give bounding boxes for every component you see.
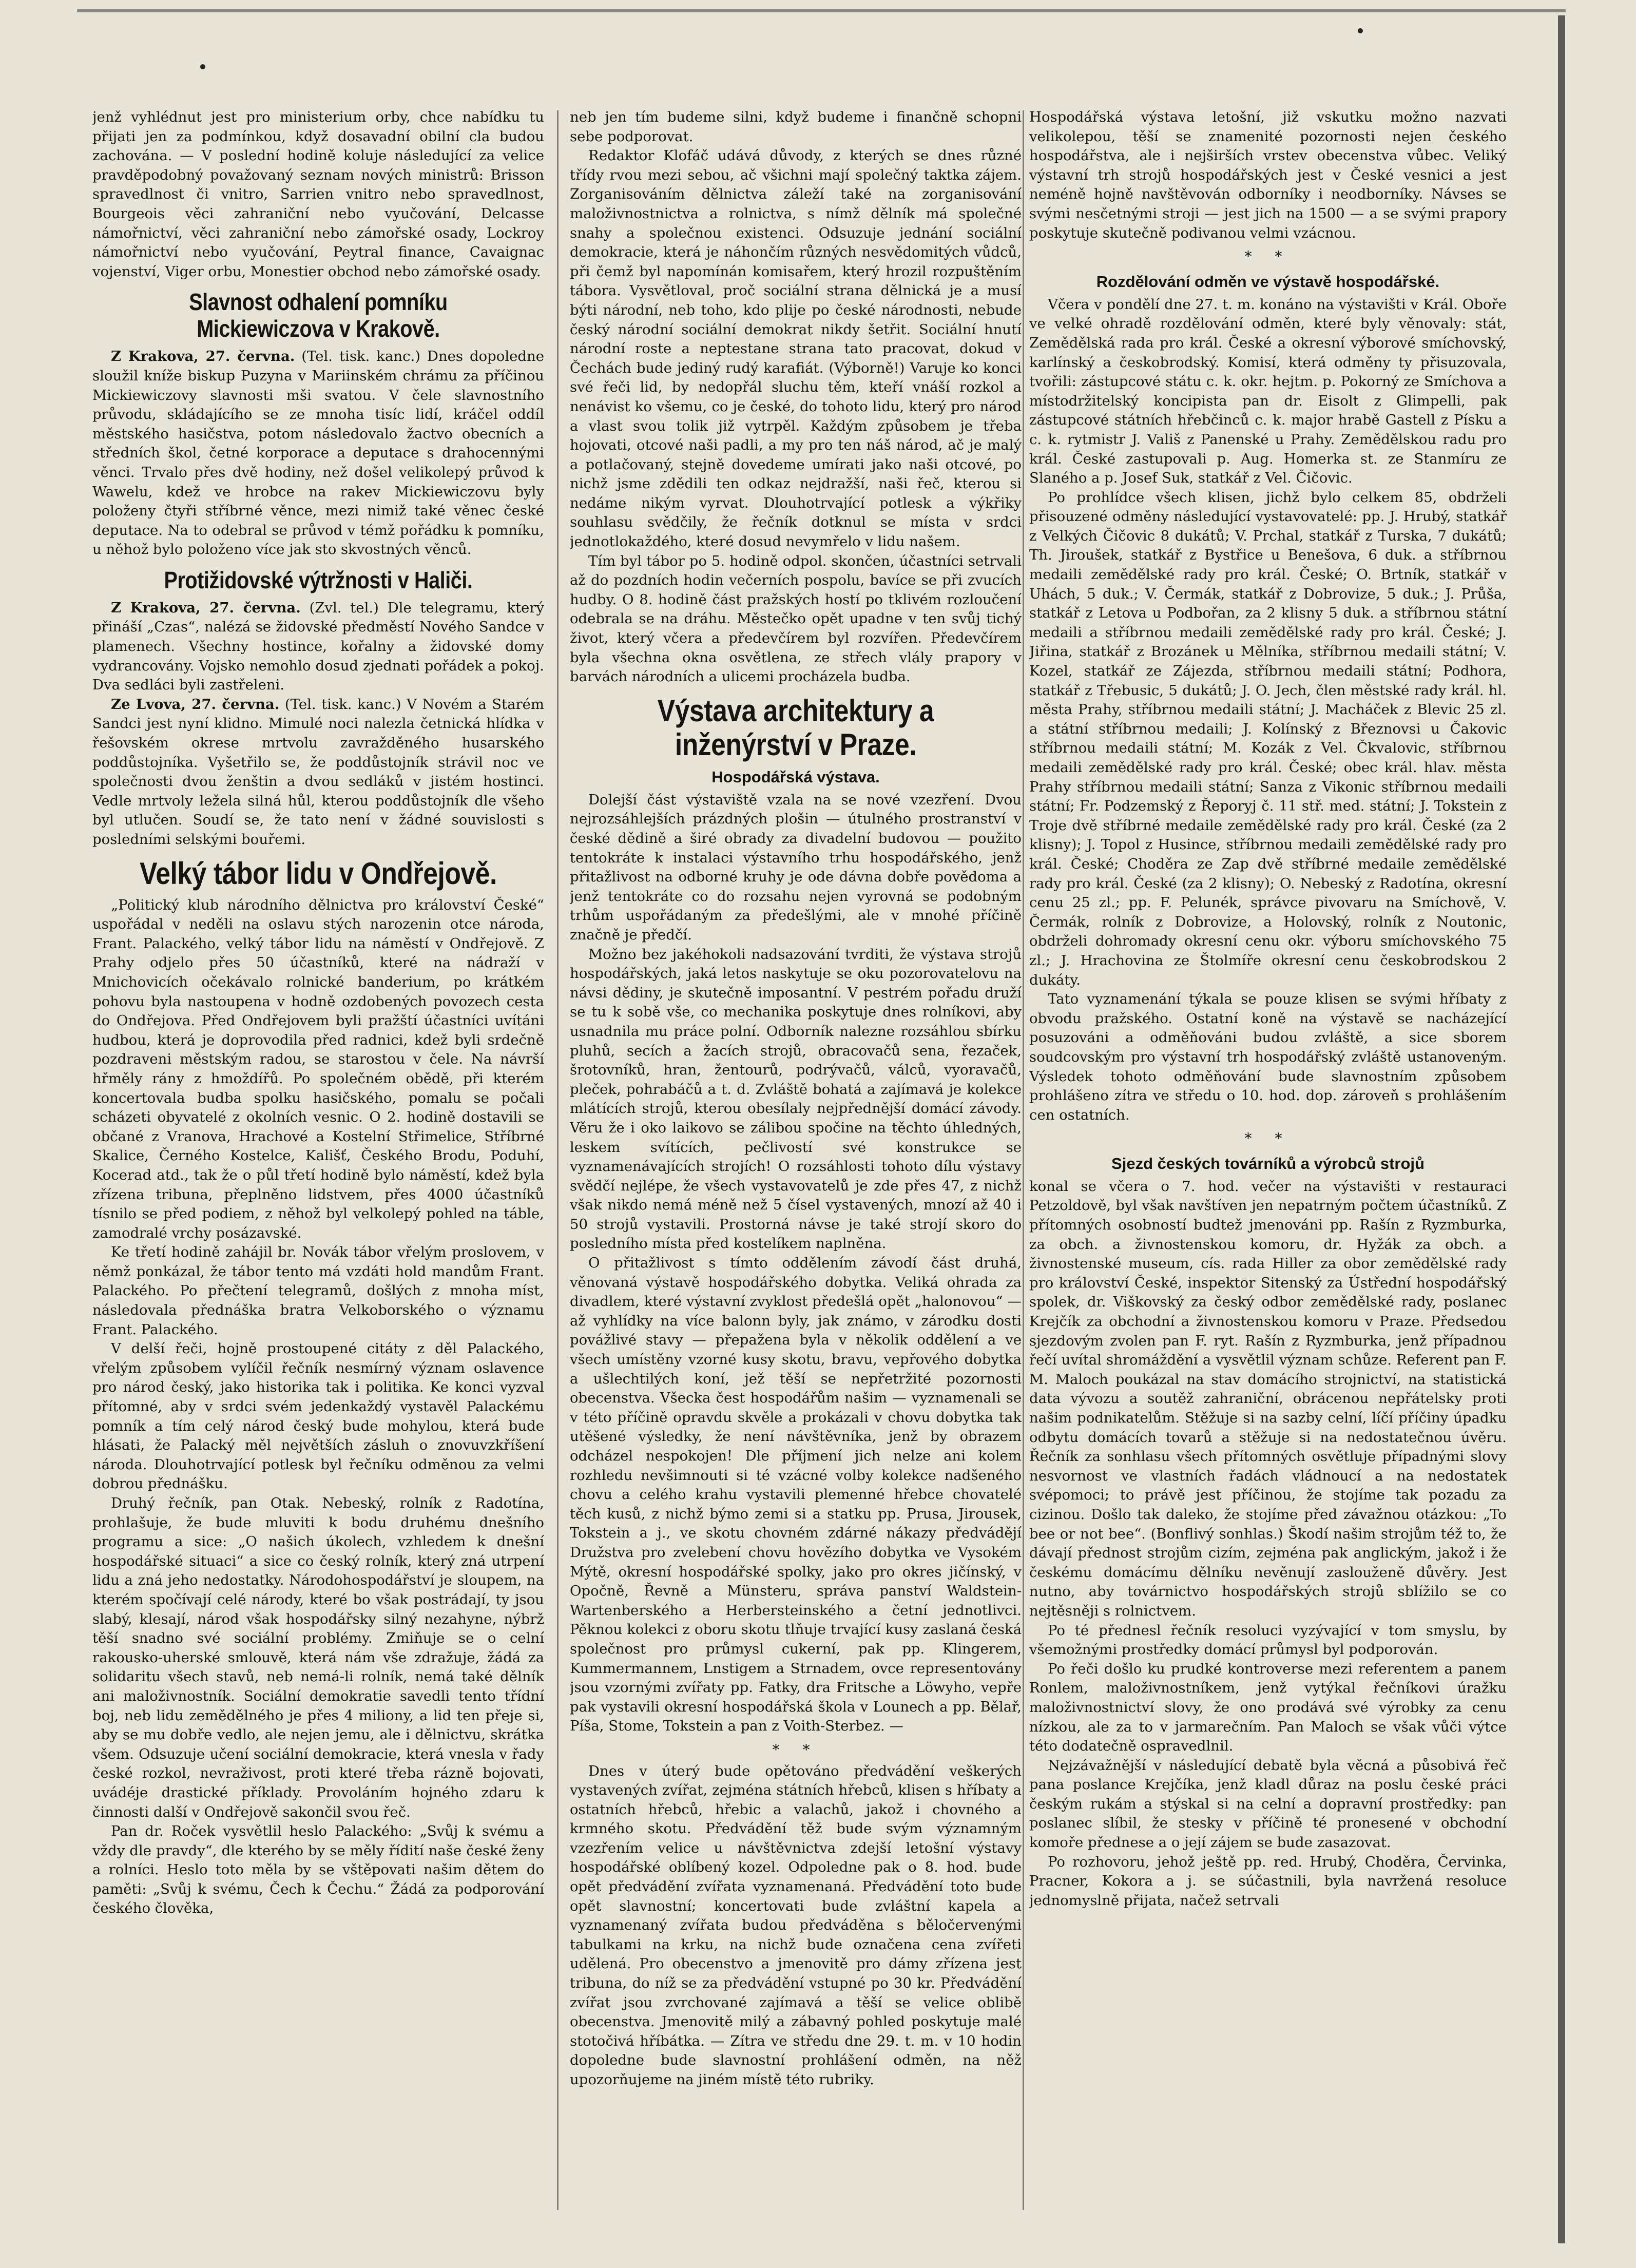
article-paragraph (92, 599, 544, 695)
headline-mickiewicz: Slavnost odhalení pomníku Mickiewiczova v Krakově. (189, 289, 448, 342)
column-rule (557, 110, 559, 2210)
article-paragraph: Po rozhovoru, jehož ještě pp. red. Hrubý, Choděra, Červinka, Pracner, Kokora a j. se súčastnili, byla navržená resoluce jednomyslně přijata, načež setrvali (1029, 1853, 1507, 1909)
paragraph-text: (Zvl. tel.) Dle telegramu, který přináší „Czas“, nalézá se židovské předměstí Nového Sandce v plamenech. Všechny hostince, kořalny a židovské domy vydrancovány. Vojsko nemohlo dosud zjednati pořádek a pokoj. Dva sedláci byli zastřeleni. (92, 599, 544, 694)
headline-ondrejov: Velký tábor lidu v Ondřejově. (140, 856, 497, 891)
section-divider: * * (1244, 1130, 1292, 1147)
article-paragraph: Včera v pondělí dne 27. t. m. konáno na výstavišti v Král. Oboře ve velké ohradě rozdělování odměn, které byly věnovaly: stát, Zemědělská rada pro král. České a okresní výborové smíchovský, karlínský a českobrodský. Komisí, která odměny ty přisuzovala, tvořili: zástupcové státu c. k. okr. hejtm. p. Pokorný ze Smíchova a místodržitelský koncipista pan dr. Eisolt z Glimpelli, pak zástupcové státních hřebčinců c. k. major hrabě Gastell z Písku a c. k. rytmistr J. Vališ z Panenské u Prahy. Zemědělskou radu pro král. České zastupovali p. Aug. Homerka st. ze Stanmíru ze Slaného a p. Josef Suk, statkář z Vel. Čičovic. (1029, 296, 1507, 487)
dateline: Z Krakova, 27. června. (111, 599, 301, 616)
column-1 (92, 108, 544, 2233)
ink-speck (1358, 28, 1363, 33)
paragraph-text: (Tel. tisk. kanc.) V Novém a Starém Sandci jest nyní klidno. Mimulé noci nalezla četnická hlídka v řešovském okrese mrtvolu zavražděného husarského poddůstojníka. Vyšetřilo se, že poddůstojník strávil noc ve společnosti dvou ženštin a dvou sedláků v jistém hostinci. Vedle mrtvoly ležela silná hůl, kterou poddůstojník dle všeho byl utlučen. Soudí se, že tato není v žádné souvislosti s posledními selskými bouřemi. (92, 696, 544, 848)
article-paragraph: jenž vyhlédnut jest pro ministerium orby, chce nabídku tu přijati jen za podmínkou, když dosavadní obilní cla budou zachována. — V poslední hodině koluje následující za velice pravděpodobný považovaný seznam nových ministrů: Brisson spravedlnost či vnitro, Sarrien vnitro nebo spravedlnost, Bourgeois věci zahraniční nebo vyučování, Delcasse námořnictví, věci zahraniční nebo zámořské osady, Lockroy námořnictví nebo vyučování, Peytral finance, Cavaignac vojenství, Viger orbu, Monestier obchod nebo zámořské osady. (92, 109, 544, 280)
subhead-hospodarska: Hospodářská výstava. (711, 767, 880, 786)
binding-edge (1558, 15, 1565, 2243)
article-paragraph: Po řeči došlo ku prudké kontroverse mezi referentem a panem Ronlem, maloživnostníkem, jenž vytýkal řečníkovi úražku maloživnostnictví slovy, že ono prodává své výrobky za cenu nízkou, ale za to v jarmarečním. Pan Maloch se však vůči výtce této dodatečně ospravedlnil. (1029, 1660, 1507, 1755)
article-paragraph: neb jen tím budeme silni, když budeme i finančně schopni sebe podporovat. (570, 109, 1022, 145)
article-paragraph: Tím byl tábor po 5. hodině odpol. skončen, účastníci setrvali až do pozdních hodin večerních pospolu, bavíce se při zvucích hudby. O 8. hodině část pražských hostí po tklivém rozloučení odebrala se na dráhu. Městečko opět upadne v ten svůj tichý život, který včera a předevčírem byl rozvířen. Předevčírem byla všechna okna osvětlena, ze střech vlály prapory v barvách národních a ulicemi procházela budba. (570, 552, 1022, 685)
article-paragraph (92, 695, 544, 850)
article-paragraph: Dnes v úterý bude opětováno předvádění veškerých vystavených zvířat, zejména státních hřebců, klisen s hříbaty a ostatních hřebců, hřebic a valachů, jakož i chovného a krmného skotu. Předvádění těž bude svým významným vzezřením velice u návštěvnictva zdejší letošní výstavy hospodářské oblíbený kozel. Odpoledne pak o 8. hod. bude opět předvádění zvířata vyznamenaná. Předvádění toto bude opět slavnostní; koncertovati bude zvláštní kapela a vyznamenaný zvířata budou předváděna s běločervenými tabulkami na krku, na nichž bude označena cena zvířeti udělená. Pro obecenstvo a jmenovitě pro dámy zřízena jest tribuna, do níž se za předvádění vstupné po 30 kr. Předvádění zvířat jsou zvrchované zajímavá a těší se velice oblibě obecenstva. Jmenovitě milý a zábavný pohled poskytuje malé stotočivá hříbátka. — Zítra ve středu dne 29. t. m. v 10 hodin dopoledne bude slavnostní prohlášení odměn, na něž upozorňujeme na jiném místě této rubriky. (570, 1762, 1022, 2088)
dateline: Ze Lvova, 27. června. (111, 696, 280, 713)
article-paragraph: Možno bez jakéhokoli nadsazování tvrditi, že výstava strojů hospodářských, jaká letos naskytuje se oku pozorovatelovu na návsi dědiny, je skutečně imposantní. V pestrém pořadu druží se tu k sobě vše, co mechanika poskytuje dnes rolníkovi, aby usnadnila mu práce polní. Odborník nalezne rozsáhlou sbírku pluhů, secích a žacích strojů, obracovačů sena, řezaček, šrotovníků, hran, žentourů, podrývačů, válců, vyoravačů, pleček, pohrabáčů a t. d. Zvláště bohatá a zajímavá je kolekce mlátících strojů, kterou obesílaly nejpřednější domácí závody. Věru že i oko laikovo se zálibou spočine na těchto úhledných, leskem svítících, pečlivostí své konstrukce se vyznamenávajících strojích! O rozsáhlosti tohoto dílu výstavy svědčí nejlépe, že všech vystavovatelů je zde přes 47, z nichž však nikdo nemá méně než 5 čísel vystavených, mnozí až 40 i 50 strojů vystavili. Prostorná návse je také strojí skoro do posledního místa před kostelíkem naplněna. (570, 946, 1022, 1252)
column-2 (570, 108, 1022, 2233)
article-paragraph: O přitažlivost s tímto oddělením závodí část druhá, věnovaná výstavě hospodářského dobytka. Veliká ohrada za divadlem, které výstavní zvyklost předešlá opět „halonovou“ — až vyhlídky na více balonn byly, jak známo, v zárodku dosti povážlivé stavy — přepažena byla v několik oddělení a ve všech umístěny vzorné kusy skotu, bravu, vepřového dobytka a ušlechtilých koní, jež těší se nepřetržité pozornosti obecenstva. Všecka čest hospodářům našim — vyznamenali se v této příčině opravdu skvěle a prokázali v chovu dobytka tak utěšené výsledky, že není návštěvníka, jenž by obrazem odcházel nespokojen! Dle příjmení jich nelze ani kolem rozhledu nevšimnouti si té vzácné volby kolekce nadšeného chovu a celého krahu vystavili plemenné hřebce chovatelé těch kusů, z nichž býmo zemi si a statku pp. Prusa, Jirousek, Tokstein a j., ve skotu chovném zdárné nákazy předvádějí Družstva pro zvelebení chovu hovězího dobytka ve Vysokém Mýtě, okresní hospodářské spolky, jako pro okres jičínský, v Opočně, Řevně a Münsteru, správa panství Waldstein-Wartenberského a Herbersteinského a četní jednotlivci. Pěknou kolekci z oboru skotu tlňuje trvající kusy zaslaná česká společnost pro průmysl cukerní, pak pp. Klingerem, Kummermannem, Lnstigem a Strnadem, ovce representovány jsou vzornými zvířaty pp. Fatky, dra Fritsche a Löwyho, vepře pak vystavili okresní hospodářská škola v Lounech a pp. Bělař, Píša, Stome, Tokstein a pan z Voith-Sterbez. — (570, 1255, 1022, 1735)
article-paragraph: Hospodářská výstava letošní, již vskutku možno nazvati velikolepou, těší se znamenité pozornosti nejen českého hospodářstva, ale i nejširších vrstev obecenstva vůbec. Veliký výstavní trh strojů hospodářských jest v České vesnici a jest neméně hojně navštěvován odborníky i neodborníky. Návses se svými nesčetnými stroji — jest jich na 1500 — a se svými prapory poskytuje skutečně podivanou velmi vzácnou. (1029, 109, 1507, 241)
article-paragraph (92, 347, 544, 560)
headline-halic: Protižidovské výtržnosti v Haliči. (164, 566, 473, 593)
column-3 (1029, 108, 1507, 2233)
article-paragraph: Tato vyznamenání týkala se pouze klisen se svými hříbaty z obvodu pražského. Ostatní koně na výstavě se nacházející posuzováni a odměňováni budou zvláště, a sice sborem soudcovským pro výstavní trh hospodářský zvláště ustanoveným. Výsledek tohoto odměňování bude slavnostním způsobem prohlášeno zítra ve středu o 10. hod. dop. zároveň s prohlášením cen ostatních. (1029, 991, 1507, 1123)
article-paragraph: V delší řeči, hojně prostoupené citáty z děl Palackého, vřelým způsobem vylíčil řečník nesmírný význam oslavence pro národ český, jako historika tak i politika. Ke konci vyzval přítomné, aby v srdci svém jedenkaždý vystavěl Palackému pomník a tím celý národ český bude mohylou, která bude hlásati, že Palacký měl největších zásluh o znovuvzkříšení národa. Dlouhotrvající potlesk byl řečníku odměnou za velmi dobrou přednášku. (92, 1340, 544, 1492)
article-paragraph: Ke třetí hodině zahájil br. Novák tábor vřelým proslovem, v němž ponkázal, že tábor tento má vzdáti hold mandům Frant. Palackého. Po přečtení telegramů, došlých z mnoha míst, následovala přednáška bratra Velkoborského o významu Frant. Palackého. (92, 1244, 544, 1338)
article-paragraph: Nejzávažnější v následující debatě byla věcná a působivá řeč pana poslance Krejčíka, jenž kladl důraz na poslu české práci českým rukám a stýskal si na celní a dopravní prostředky: pan poslanec slíbil, že stesky v příčině té pronesené v obchodní komoře přednese a o její zájem se bude zasazovat. (1029, 1757, 1507, 1851)
article-paragraph: „Politický klub národního dělnictva pro království České“ uspořádal v neděli na oslavu stých narozenin otce národa, Frant. Palackého, velký tábor lidu na náměstí v Ondřejově. Z Prahy odjelo přes 50 účastníků, které na nádraží v Mnichovicích očekávalo rolnické banderium, po krátkém pohovu byla nastoupena v hodně ozdobených povozech cesta do Ondřejova. Před Ondřejovem byli pražští účastníci uvítáni hudbou, která je doprovodila před radnici, kdež byli srdečně pozdraveni městským radou, se starostou v čele. Na návrší hřměly rány z hmoždířů. Po společném obědě, při kterém koncertovala budba spolku hasičského, pomalu se počali scházeti obyvatelé z okolních vesnic. O 2. hodině dostavili se občané z Vranova, Hrachové a Kostelní Střimelice, Stříbrné Skalice, Černého Kostelce, Kališť, Českého Brodu, Poduhí, Kocerad atd., tak že o půl třetí hodině bylo náměstí, kdež byla zřízena tribuna, přeplněno lidstvem, přes 4000 účastníků tísnilo se před podiem, z něhož byl velkolepý pohled na táble, zamodralé vrchy posázavské. (92, 896, 544, 1241)
headline-rozdelovani: Rozdělování odměn ve výstavě hospodářské. (1096, 272, 1440, 291)
article-paragraph: konal se včera o 7. hod. večer na výstavišti v restauraci Petzoldově, byl však navštíven jen nepatrným počtem účastníků. Z přítomných osobností budtež jmenováni pp. Rašín z Ryzmburka, za obch. a živnostenskou komoru, dr. Hyžák za obch. a živnostenské museum, cís. rada Hiller za obor zemědělské rady pro království České, inspektor Sitenský za Ústřední hospodářský spolek, dr. Viškovský za český odbor zemědělské rady, poslanec Krejčík za obchodní a živnostenskou komoru v Praze. Předsedou sjezdovým zvolen pan F. ryt. Rašín z Ryzmburka, jenž případnou řečí uvítal shromáždění a vysvětlil význam schůze. Referent pan F. M. Maloch poukázal na stav domácího strojnictví, na statistická data vývozu a soutěž zahraniční, obrácenou nepřátelsky proti našim podnikatelům. Stěžuje si na sazby celní, líčí příčiny úpadku odbytu domácích tovarů a stěžuje si na nedostatečnou úvěru. Řečník za sonhlasu všech přítomných osvětluje případnými slovy nesvornost ve vlastních řadách vládnoucí a na nedostatek svépomoci; to právě jest příčinou, že stojíme tak pozadu za cizinou. Došlo tak daleko, že stojíme před závažnou otázkou: „To bee or not bee“. (Bonflivý sonhlas.) Škodí našim strojům též to, že dávají přednost strojům cizím, zejména pak anglickým, jakož i že českému domácímu dělníku nevěnují zaslouženě důvěry. Jest nutno, aby továrnictvo hospodářských strojů sblížilo se co nejtěsněji s rolnictvem. (1029, 1178, 1507, 1619)
article-paragraph: Redaktor Klofáč udává důvody, z kterých se dnes různé třídy rvou mezi sebou, ač všichni mají společný taktka zájem. Zorganisováním dělnictva záleží také na zorganisování maloživnostnictva a rolnictva, s nímž dělník má společné snahy a společnou existenci. Odsuzuje jednání sociální demokracie, která je náhončím různých nesvědomitých vůdců, při čemž byl napomínán komisařem, který hrozil rozpuštěním tábora. Vysvětloval, proč sociální strana dělnická je a musí býti národní, neb toho, kdo plije po české národnosti, nebude český národní sociální demokrat nikdy šetřit. Sociální hnutí národní roste a neptestane strana tato pracovat, dokud v Čechách bude jediný rudý karafiát. (Výborně!) Varuje ko konci své řeči lid, by nedopřál sluchu těm, kteří vnáší rozkol a nenávist ko všemu, co je české, do tohoto lidu, který pro národ a vlast svou tolik již vytrpěl. Každým způsobem je třeba hojovati, otcové naši padli, a my pro ten náš národ, ač je malý a potlačovaný, stejně dovedeme umírati jako naši otcové, po nichž jsme zdědili ten odkaz nejdražší, naši řeč, kterou si nedáme nikým vyrvat. Dlouhotrvající potlesk a výkřiky souhlasu svědčily, že řečník dotknul se místa v srdci jednotlokaždého, které dosud nevymřelo v lidu našem. (570, 147, 1022, 550)
ink-speck (200, 64, 205, 69)
article-paragraph: Druhý řečník, pan Otak. Nebeský, rolník z Radotína, prohlašuje, že bude mluviti k bodu druhému dnešního programu a sice: „O našich úkolech, vzhledem k dnešní hospodářské situaci“ a sice co český rolník, který zná utrpení lidu a zná jeho nedostatky. Národohospodářství je sloupem, na kterém spočívají celé národy, které bo však postrádají, ty jsou slabý, klesají, národ však hospodářsky silný nezahyne, nýbrž těší snadno své sociální problémy. Zmiňuje se o celní rakousko-uherské smlouvě, která nám vše zdražuje, žádá za solidaritu všech stavů, neb nemá-li rolník, nemá také dělník ani maloživnostník. Sociální demokratie savedli tento třídní boj, neb lidu zemědělného je přes 4 miliony, a lid ten přeje si, aby se mu dobře vedlo, ale nejen jemu, ale i dělnictvu, skrátka všem. Odsuzuje učení sociální demokracie, která vnesla v řady české rozkol, nevraživost, proti které třeba rázně bojovati, uvádéje drastické příklady. Provoláním hojného zdaru k činnosti další v Ondřejově sakončil svou řeč. (92, 1495, 544, 1820)
headline-sjezd: Sjezd českých továrníků a výrobců strojů (1111, 1154, 1425, 1173)
paragraph-text: (Tel. tisk. kanc.) Dnes dopoledne sloužil kníže biskup Puzyna v Mariinském chrámu za příčinou Mickiewiczovy slavnosti mši svatou. V čele slavnostního průvodu, skládajícího se ze mnoha tisíc lidí, kráčel oddíl městského hasičstva, potom následovalo žactvo obecních a středních škol, četné korporace a deputace s drahocennými věnci. Trvalo přes dvě hodiny, než došel velikolepý průvod k Wawelu, kdež ve hrobce na rakev Mickiewiczovu byly položeny čtyři stříbrné věnce, mezi nimiž také věnec české deputace. Na to odebral se průvod v témž pořádku k pomníku, u něhož bylo položeno více jak sto skvostných věnců. (92, 348, 544, 558)
dateline: Z Krakova, 27. června. (111, 348, 295, 365)
headline-vystava: Výstava architektury a inženýrství v Praze. (657, 693, 934, 762)
article-paragraph: Po prohlídce všech klisen, jichž bylo celkem 85, obdrželi přisouzené odměny následující vystavovatelé: pp. J. Hrubý, statkář z Velkých Čičovic 8 dukátů; V. Prchal, statkář z Turska, 7 dukátů; Th. Jiroušek, statkář z Bystřice u Benešova, 6 duk. a stříbrnou medaili zemědělské rady pro král. České; O. Brtník, statkář v Uhách, 5 duk.; V. Čermák, statkář z Dobrovize, 5 duk.; J. Průša, statkář z Letova u Podbořan, za 2 klisny 5 duk. a stříbrnou státní medaili a stříbrnou medaili zemědělské rady pro král. České; J. Jiřina, statkář z Brozánek u Mělníka, stříbrnou medaili státní; V. Kozel, statkář ze Zájezda, stříbrnou medaili státní; Podhora, statkář z Třebusic, 5 dukátů; J. O. Jech, člen městské rady král. hl. města Prahy, stříbrnou medaili státní; J. Macháček z Blevic 25 zl. a státní stříbrnou medaili; J. Kolínský z Březnovsi u Čakovic stříbrnou medaili státní; M. Kozák z Vel. Čkvalovic, stříbrnou medaili zemědělské rady pro král. České; obec král. hlav. města Prahy stříbrnou medaili státní; Sanza z Vikonic stříbrnou medaili státní; Fr. Podzemský z Řeporyj č. 11 stř. med. státní; J. Tokstein z Troje dvě stříbrné medaile zemědělské rady pro král. České (za 2 klisny); J. Topol z Husince, stříbrnou medaili zemědělské rady pro král. České; Choděra ze Zap dvě stříbrné medaile zemědělské rady pro král. České (za 2 klisny); O. Nebeský z Radotína, okresní cenu 25 zl.; pp. F. Pelunék, správce pivovaru na Smíchově, V. Čermák, rolník z Dobrovize, a Holovský, rolník z Noutonic, obdrželi dohromady okresní cenu okr. výboru smíchovského 75 zl.; J. Hrachovina ze Štolmíře okresní cenu českobrodskou 2 dukáty. (1029, 489, 1507, 988)
section-divider: * * (1244, 248, 1292, 265)
article-paragraph: Pan dr. Roček vysvětlil heslo Palackého: „Svůj k svému a vždy dle pravdy“, dle kterého by se měly řídití naše české ženy a rolníci. Heslo toto měla by se vštěpovati našim dětem do paměti: „Svůj k svému, Čech k Čechu.“ Žádá za podporování českého člověka, (92, 1823, 544, 1917)
article-paragraph: Dolejší část výstaviště vzala na se nové vzezření. Dvou nejrozsáhlejších prázdných plošin — útulného prostranství v české dědině a širé obrady za divadelní budovou — použito tentokráte k instalaci výstavního trhu hospodářského, jenž přitažlivost na odborné kruhy je ode dávna dobře povědoma a jenž tentokráte co do rozsahu nejen vyrovná se podobným trhům uspořádaným za předešlými, ale v mnohé příčině značně je předčí. (570, 791, 1022, 943)
article-paragraph: Po té přednesl řečník resoluci vyzývající v tom smyslu, by všemožnými prostředky domácí průmysl byl podporován. (1029, 1622, 1507, 1658)
section-divider: * * (772, 1741, 819, 1758)
top-rule (77, 9, 1566, 12)
column-rule (1023, 110, 1024, 2210)
